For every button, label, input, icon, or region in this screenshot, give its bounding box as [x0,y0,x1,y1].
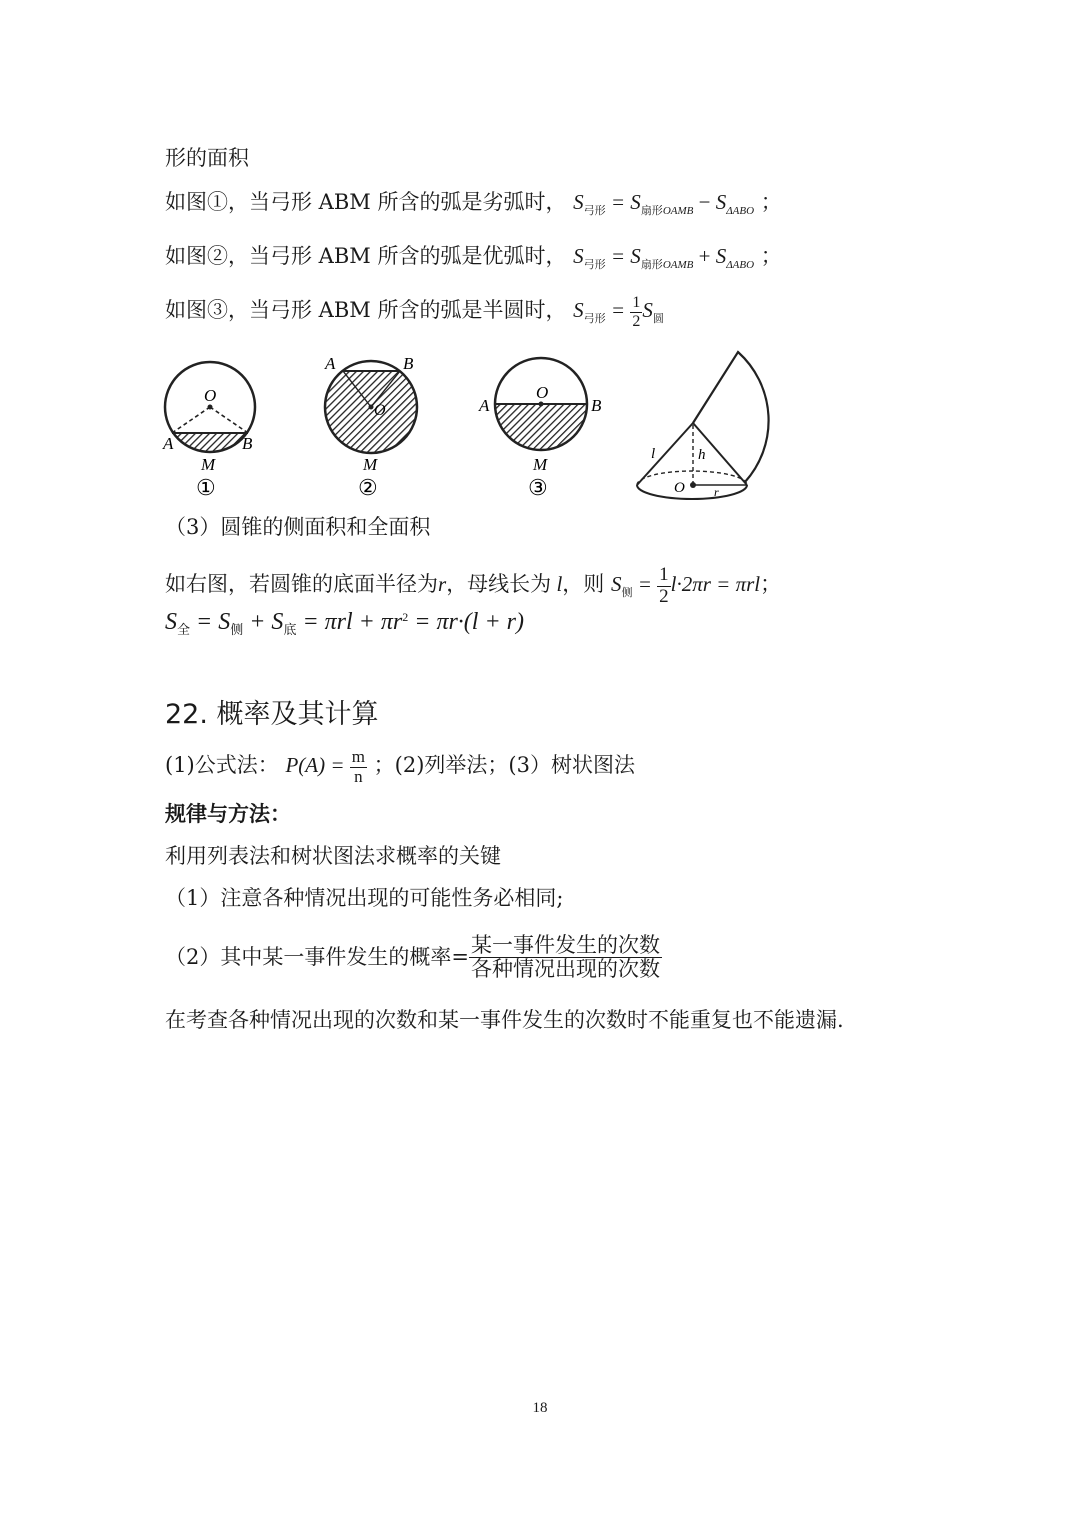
fig2-label-a: A [325,354,336,373]
point-1: （1）注意各种情况出现的可能性务必相同; [165,886,564,910]
fig1-label-a: A [163,434,174,453]
intro-text: 形的面积 [165,146,249,170]
fig2-label-m: M [363,455,378,474]
fig3-caption: ③ [528,475,548,500]
case-2: 如图②，当弓形 ABM 所含的弧是优弧时， $S_{弓形} = S_{扇形OAMB} + S_{\Delta ABO}$ ； [165,244,782,271]
case-1-formula: $S_{弓形} = S_{扇形OAMB} - S_{\Delta ABO}$ [573,190,755,217]
fig1-label-m: M [201,455,216,474]
fig1-label-o: O [204,386,217,405]
fig3-label-m: M [533,455,548,474]
fig3-label-a: A [479,396,490,415]
case-3-formula: $S_{弓形}$ = $\frac{1}{2}$ $S_圆$ [573,294,664,330]
case-2-text: 如图②，当弓形 ABM 所含的弧是优弧时， [165,244,567,268]
case-3-text: 如图③，当弓形 ABM 所含的弧是半圆时， [165,297,567,322]
cone-label-l: l [651,446,656,462]
section-heading: 22. 概率及其计算 [165,699,379,730]
final-note: 在考查各种情况出现的次数和某一事件发生的次数时不能重复也不能遗漏. [165,1008,844,1032]
fig3-label-b: B [591,396,602,415]
cone-title: （3）圆锥的侧面积和全面积 [165,515,431,539]
figure-2 [324,354,418,500]
cone-label-h: h [698,447,706,463]
segment-figures [0,345,1080,515]
fig1-label-b: B [242,434,253,453]
figure-1 [160,362,260,500]
cone-figure [637,352,769,499]
probability-methods: (1)公式法： P(A) = $\frac{m}{n}$ ；(2)列举法；(3）树状图法 [165,747,635,786]
case-1-text: 如图①，当弓形 ABM 所含的弧是劣弧时， [165,190,567,214]
case-3 [165,294,664,330]
fig2-label-b: B [403,354,414,373]
fig2-caption: ② [358,475,378,500]
page-number: 18 [532,1400,548,1416]
key-text: 利用列表法和树状图法求概率的关键 [165,844,501,868]
fig3-label-o: O [536,383,549,402]
cone-total-area: $S_全 = S_侧 + S_底 = \pi rl + \pi r^2 = \pi r\cdot(l + r)$ [165,609,524,637]
fig2-label-o: O [374,402,386,419]
case-1: 如图①，当弓形 ABM 所含的弧是劣弧时， $S_{弓形} = S_{扇形OAMB} - S_{\Delta ABO}$ ； [165,190,782,217]
cone-label-o: O [674,480,685,496]
rules-title: 规律与方法： [165,802,291,826]
point-2: （2）其中某一事件发生的概率= $\frac{\text{某一事件发生的次数}}{\text{各种情况出现的次数}}$ [165,933,660,982]
cone-side-area: 如右图，若圆锥的底面半径为r，母线长为 l，则 $S_侧$ = $\frac{1}{2}$ l·2πr = πrl； [165,564,782,607]
fig1-caption: ① [196,475,216,500]
cone-label-r: r [714,485,719,499]
case-2-formula: $S_{弓形} = S_{扇形OAMB} + S_{\Delta ABO}$ [573,244,755,271]
figure-3 [478,358,602,500]
